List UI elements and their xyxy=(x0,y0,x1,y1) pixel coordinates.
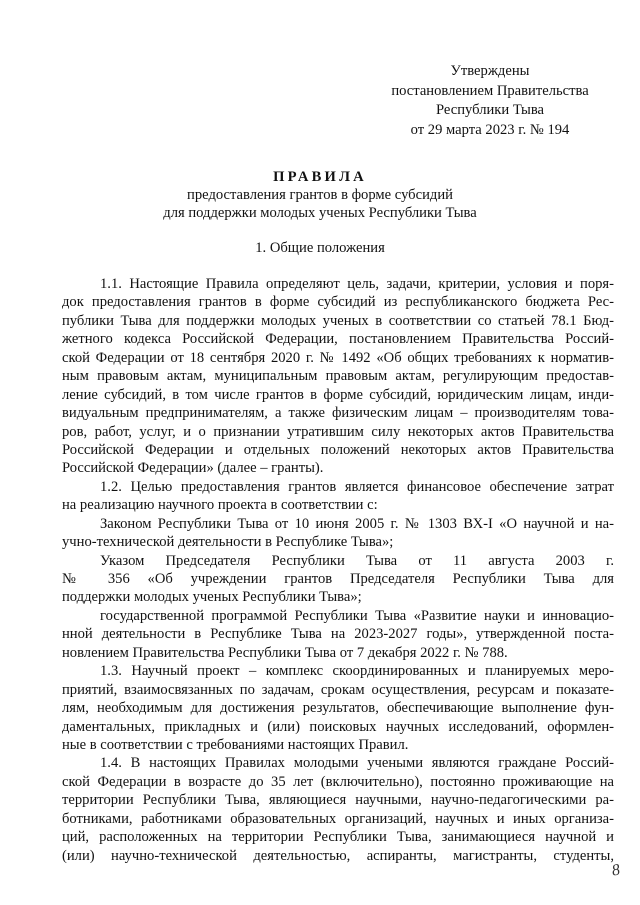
paragraph-line: поддержки молодых ученых Республики Тыва»; xyxy=(62,589,362,606)
section-heading: 1. Общие положения xyxy=(255,240,385,256)
paragraph-line: 1.2. Целью предоставления грантов является финансовое обеспечение затрат xyxy=(100,478,614,495)
paragraph-line: приятий, взаимосвязанных по задачам, срокам осуществления, ресурсам и показате- xyxy=(62,681,614,698)
paragraph-line: ций, расположенных на территории Республики Тыва, занимающиеся научной и xyxy=(62,829,614,846)
approval-line: от 29 марта 2023 г. № 194 xyxy=(410,121,570,138)
paragraph-line: учно-технической деятельности в Республике Тыва»; xyxy=(62,534,394,551)
paragraph-line: ской Федерации от 18 сентября 2020 г. № 1492 «Об общих требованиях к норматив- xyxy=(62,349,614,366)
paragraph-line: Законом Республики Тыва от 10 июня 2005 г. № 1303 ВХ-I «О научной и на- xyxy=(100,515,614,532)
paragraph-line: док предоставления грантов в форме субсидий из республиканского бюджета Рес- xyxy=(62,294,614,311)
approval-block xyxy=(380,62,600,140)
paragraph-line: 1.3. Научный проект – комплекс скоординированных и планируемых меро- xyxy=(100,663,614,680)
paragraph-line: на реализацию научного проекта в соответствии с: xyxy=(62,497,378,514)
paragraph-line: № 356 «Об учреждении грантов Председателя Республики Тыва для xyxy=(62,571,614,587)
approval-line: Утверждены xyxy=(450,63,530,79)
paragraph-line: лям, необходимым для достижения результатов, обеспечивающие выполнение фун- xyxy=(62,700,614,717)
document-subtitle-line: для поддержки молодых ученых Республики Тыва xyxy=(163,205,477,221)
document-subtitle-line: предоставления грантов в форме субсидий xyxy=(187,187,453,203)
paragraph-line: 1.4. В настоящих Правилах молодыми учеными являются граждане Россий- xyxy=(100,755,614,772)
paragraph-line: видуальным предпринимателям, а также физическим лицам – производителям това- xyxy=(62,405,614,422)
approval-line: постановлением Правительства xyxy=(391,82,589,99)
paragraph-line: территории Республики Тыва, являющиеся научными, научно-педагогическими ра- xyxy=(62,792,614,809)
paragraph-line: публики Тыва для поддержки молодых ученых в соответствии со статьей 78.1 Бюд- xyxy=(62,312,614,329)
paragraph-line: Указом Председателя Республики Тыва от 11 августа 2003 г. xyxy=(100,552,614,569)
body-text xyxy=(62,275,614,865)
paragraph-line: даментальных, прикладных и (или) поисковых научных исследований, оформлен- xyxy=(62,718,614,735)
paragraph-line: ботниками, работниками образовательных организаций, научных и иных организа- xyxy=(62,810,614,827)
paragraph-line: жетного кодекса Российской Федерации, постановлением Правительства Россий- xyxy=(62,331,614,348)
paragraph-line: нной деятельности в Республике Тыва на 2023-2027 годы», утвержденной поста- xyxy=(62,626,614,643)
document-title: ПРАВИЛА xyxy=(273,169,367,185)
approval-line: Республики Тыва xyxy=(435,102,545,118)
paragraph-line: ные в соответствии с требованиями настоящих Правил. xyxy=(62,736,409,753)
paragraph-line: ление субсидий, в том числе грантов в форме субсидий, юридическим лицам, инди- xyxy=(62,386,614,403)
page-mark: 8 xyxy=(610,861,622,880)
paragraph-line: 1.1. Настоящие Правила определяют цель, задачи, критерии, условия и поря- xyxy=(100,276,614,292)
paragraph-line: новлением Правительства Республики Тыва от 7 декабря 2022 г. № 788. xyxy=(62,644,508,661)
paragraph-line: (или) научно-технической деятельностью, аспиранты, магистранты, студенты, xyxy=(62,847,614,864)
paragraph-line: Российской Федерации» (далее – гранты). xyxy=(62,460,324,477)
paragraph-line: ской Федерации в возрасте до 35 лет (включительно), постоянно проживающие на xyxy=(62,773,614,790)
paragraph-line: Российской Федерации и отдельных положений некоторых актов Правительства xyxy=(62,441,614,458)
paragraph-line: государственной программой Республики Тыва «Развитие науки и инновацио- xyxy=(100,607,614,624)
paragraph-line: ным правовым актам, муниципальным правовым актам, регулирующим предостав- xyxy=(62,368,614,385)
paragraph-line: ров, работ, услуг, и о признании утратившим силу некоторых актов Правительства xyxy=(62,423,614,440)
